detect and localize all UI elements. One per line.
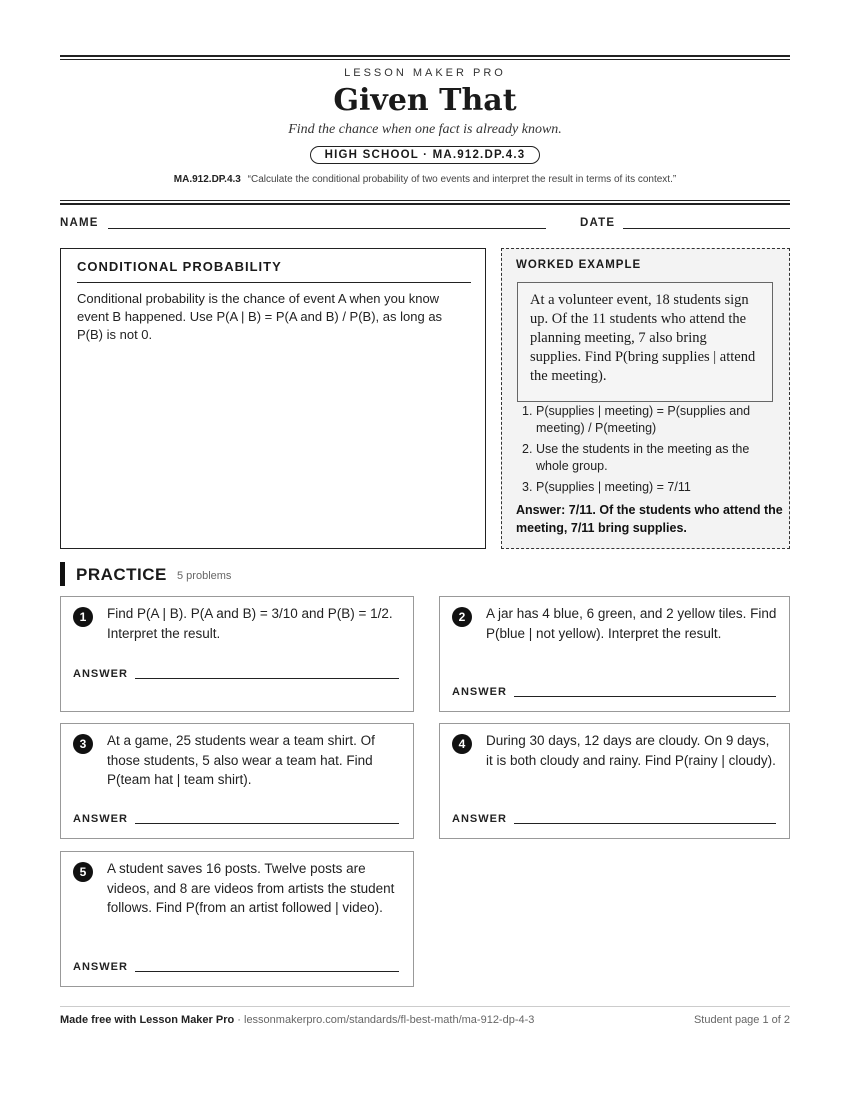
problem-card-1 <box>60 596 414 712</box>
worked-example-box <box>501 248 790 549</box>
page-title: Given That <box>333 83 517 118</box>
worked-example-problem: At a volunteer event, 18 students sign up. Of the 11 students who attend the planning meeting, 7 also bring supplies. Find P(bring supplies | attend the meeting). <box>517 282 773 402</box>
problem-number-badge: 5 <box>73 862 93 882</box>
footer-divider <box>60 1006 790 1007</box>
problem-text: At a game, 25 students wear a team shirt. Of those students, 5 also wear a team hat. Find P(team hat | team shirt). <box>107 733 375 787</box>
answer-line[interactable] <box>514 823 776 824</box>
practice-count: 5 problems <box>177 570 232 582</box>
date-field[interactable] <box>623 228 790 229</box>
concept-box <box>60 248 486 549</box>
problem-card-3 <box>60 723 414 839</box>
problem-text: During 30 days, 12 days are cloudy. On 9 days, it is both cloudy and rainy. Find P(rainy | cloudy). <box>486 733 776 768</box>
answer-label: ANSWER <box>73 668 128 680</box>
grade-standard-pill: HIGH SCHOOL · MA.912.DP.4.3 <box>310 146 541 164</box>
standard-code: MA.912.DP.4.3 <box>173 174 241 185</box>
problem-card-5 <box>60 851 414 987</box>
worked-example-steps <box>516 403 778 500</box>
answer-label: ANSWER <box>73 961 128 973</box>
concept-divider <box>77 282 471 283</box>
page-subtitle: Find the chance when one fact is already known. <box>288 122 562 137</box>
header-rule-bottom-thin <box>60 200 790 201</box>
worked-example-heading: WORKED EXAMPLE <box>516 259 642 271</box>
step-text: P(supplies | meeting) = 7/11 <box>536 480 691 494</box>
name-field[interactable] <box>108 228 546 229</box>
problem-text: Find P(A | B). P(A and B) = 3/10 and P(B) = 1/2. Interpret the result. <box>107 606 393 641</box>
step-text: Use the students in the meeting as the whole group. <box>536 442 750 473</box>
worked-example-answer: Answer: 7/11. Of the students who attend the meeting, 7/11 bring supplies. <box>516 503 783 535</box>
answer-label: ANSWER <box>452 813 507 825</box>
problem-text: A jar has 4 blue, 6 green, and 2 yellow tiles. Find P(blue | not yellow). Interpret the result. <box>486 606 777 641</box>
problem-card-2 <box>439 596 790 712</box>
problem-number-badge: 2 <box>452 607 472 627</box>
problem-text: A student saves 16 posts. Twelve posts are videos, and 8 are videos from artists the student follows. Find P(from an artist followed | video). <box>107 861 395 915</box>
grade-pill-wrap <box>60 145 790 164</box>
problem-number-badge: 1 <box>73 607 93 627</box>
practice-accent-bar <box>60 562 65 586</box>
worked-step <box>516 479 778 496</box>
problem-number-badge: 4 <box>452 734 472 754</box>
problem-number-badge: 3 <box>73 734 93 754</box>
header-rule-thin <box>60 59 790 60</box>
answer-label: ANSWER <box>73 813 128 825</box>
concept-heading: CONDITIONAL PROBABILITY <box>77 259 282 274</box>
header-rule-bottom <box>60 203 790 205</box>
worked-step <box>516 441 778 475</box>
header-rule <box>60 55 790 57</box>
step-number: 2. <box>522 442 533 456</box>
footer-credit <box>60 1014 534 1026</box>
problem-card-4 <box>439 723 790 839</box>
answer-label: ANSWER <box>452 686 507 698</box>
answer-line[interactable] <box>135 678 399 679</box>
step-number: 1. <box>522 404 533 418</box>
practice-heading: PRACTICE <box>76 565 167 584</box>
standard-text: “Calculate the conditional probability of two events and interpret the result in terms of its context.” <box>247 174 677 185</box>
footer-made-with: Made free with Lesson Maker Pro <box>60 1014 235 1026</box>
date-label: DATE <box>580 217 616 229</box>
step-text: P(supplies | meeting) = P(supplies and meeting) / P(meeting) <box>536 404 751 435</box>
worked-step <box>516 403 778 437</box>
standard-statement <box>60 174 790 185</box>
step-number: 3. <box>522 480 533 494</box>
answer-line[interactable] <box>514 696 776 697</box>
footer-url[interactable]: · lessonmakerpro.com/standards/fl-best-math/ma-912-dp-4-3 <box>234 1014 535 1026</box>
brand-label: LESSON MAKER PRO <box>344 67 506 79</box>
answer-line[interactable] <box>135 971 399 972</box>
answer-line[interactable] <box>135 823 399 824</box>
worksheet-page <box>60 0 790 1100</box>
footer-page-number: Student page 1 of 2 <box>693 1014 790 1026</box>
name-label: NAME <box>60 217 99 229</box>
concept-body: Conditional probability is the chance of event A when you know event B happened. Use P(A | B) = P(A and B) / P(B), as long as P(B) is not 0. <box>77 291 443 342</box>
